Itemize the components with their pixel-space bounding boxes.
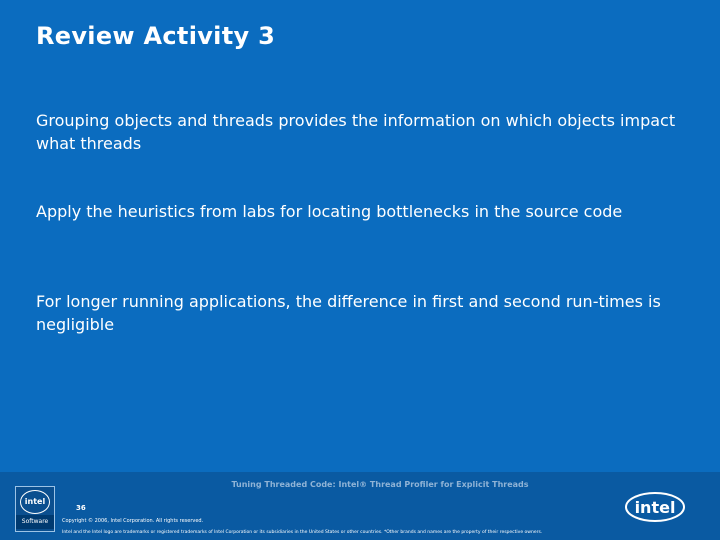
intel-badge-logo: intel bbox=[20, 490, 50, 514]
footer-title: Tuning Threaded Code: Intel® Thread Profiler for Explicit Threads bbox=[231, 480, 529, 489]
page-number: 36 bbox=[76, 504, 86, 512]
intel-logo-icon bbox=[624, 490, 686, 524]
software-label: Software bbox=[16, 515, 54, 529]
slide-footer bbox=[0, 472, 720, 540]
copyright-text: Copyright © 2006, Intel Corporation. All rights reserved. bbox=[62, 518, 204, 524]
slide-title: Review Activity 3 bbox=[36, 22, 276, 50]
bullet-2: Apply the heuristics from labs for locating bottlenecks in the source code bbox=[36, 202, 623, 221]
intel-software-badge bbox=[15, 486, 55, 532]
bullet-1: Grouping objects and threads provides the information on which objects impact what threads bbox=[36, 111, 676, 153]
trademark-text: Intel and the Intel logo are trademarks or registered trademarks of Intel Corporation or its subsidiaries in the United States or other countries. *Other brands and names are the property of their respective owners. bbox=[62, 530, 543, 535]
intel-logo-text: intel bbox=[634, 498, 676, 517]
bullet-3: For longer running applications, the difference in first and second run-times is negligible bbox=[36, 292, 661, 334]
